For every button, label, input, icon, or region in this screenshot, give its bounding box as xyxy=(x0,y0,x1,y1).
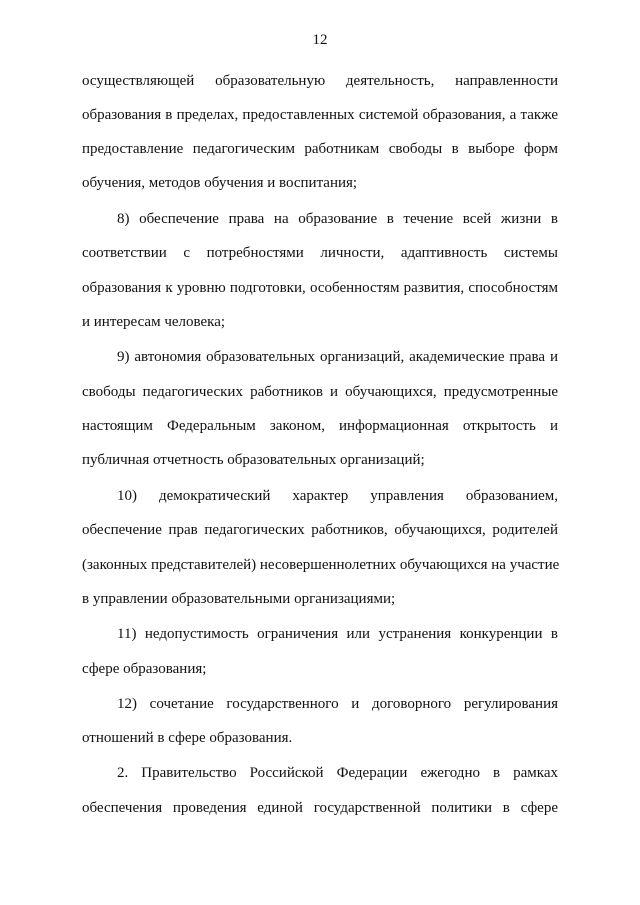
text-line: 11) недопустимость ограничения или устранения конкуренции в xyxy=(117,626,558,642)
text-line: 10) демократический характер управления образованием, xyxy=(117,488,558,504)
text-line: осуществляющей образовательную деятельность, направленности xyxy=(82,73,558,89)
text-line: (законных представителей) несовершеннолетних обучающихся на участие xyxy=(82,557,560,573)
text-line: образования в пределах, предоставленных системой образования, а также xyxy=(82,107,558,123)
text-line: обеспечение прав педагогических работников, обучающихся, родителей xyxy=(82,522,558,538)
text-line: 2. Правительство Российской Федерации ежегодно в рамках xyxy=(117,765,558,781)
text-line: предоставление педагогическим работникам свободы в выборе форм xyxy=(82,141,558,157)
text-line: сфере образования; xyxy=(82,661,207,677)
text-line: образования к уровню подготовки, особенностям развития, способностям xyxy=(82,280,558,296)
text-line: 12) сочетание государственного и договорного регулирования xyxy=(117,696,558,712)
text-line: отношений в сфере образования. xyxy=(82,730,293,746)
text-line: 9) автономия образовательных организаций, академические права и xyxy=(117,349,558,365)
text-line: обеспечения проведения единой государственной политики в сфере xyxy=(82,800,558,816)
text-line: в управлении образовательными организациями; xyxy=(82,591,396,607)
text-line: настоящим Федеральным законом, информационная открытость и xyxy=(82,418,558,434)
text-line: обучения, методов обучения и воспитания; xyxy=(82,175,358,191)
page-number: 12 xyxy=(312,32,328,48)
text-line: 8) обеспечение права на образование в течение всей жизни в xyxy=(117,211,558,227)
text-line: свободы педагогических работников и обучающихся, предусмотренные xyxy=(82,384,558,400)
text-line: соответствии с потребностями личности, адаптивность системы xyxy=(82,245,558,261)
text-line: публичная отчетность образовательных организаций; xyxy=(82,452,425,468)
text-line: и интересам человека; xyxy=(82,314,226,330)
